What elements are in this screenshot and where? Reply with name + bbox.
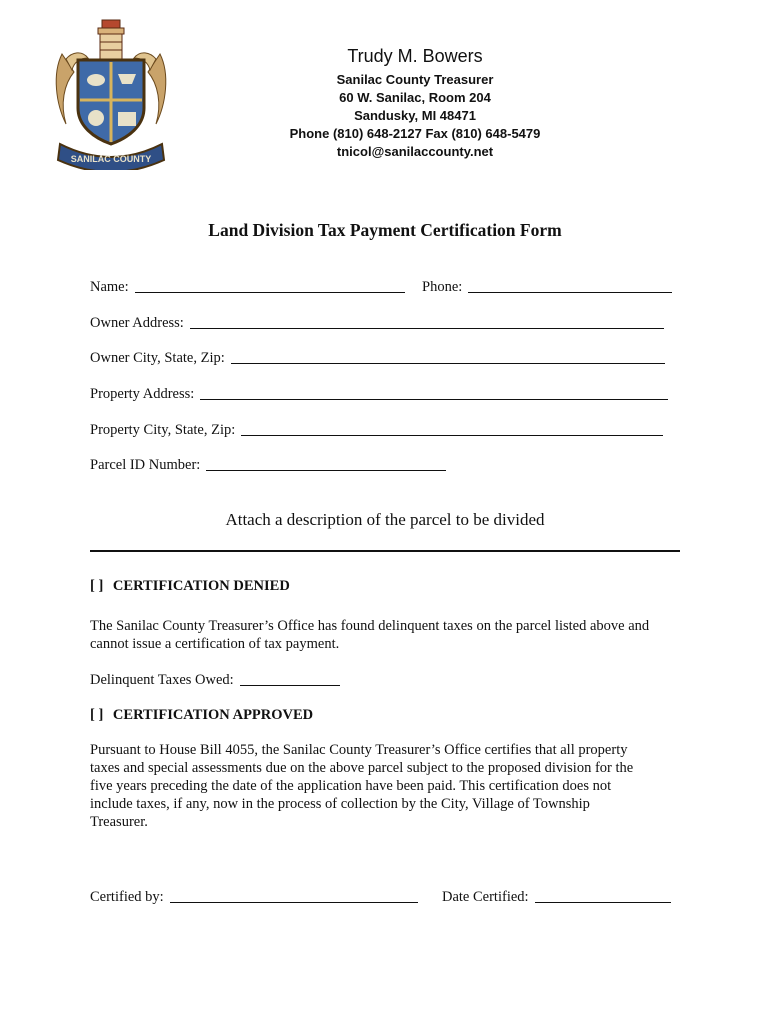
name-field <box>90 278 405 296</box>
property-city-field <box>90 421 663 439</box>
approved-line-1: Pursuant to House Bill 4055, the Sanilac County Treasurer’s Office certifies that all property <box>90 742 628 758</box>
owner-address-label: Owner Address: <box>90 315 184 331</box>
delinquent-taxes-label: Delinquent Taxes Owed: <box>90 672 234 688</box>
denied-heading-text: CERTIFICATION DENIED <box>112 578 290 594</box>
parcel-id-input-line[interactable] <box>206 456 446 471</box>
certified-by-input-line[interactable] <box>170 888 418 903</box>
denied-paragraph <box>90 617 690 653</box>
header-line-phone: Phone (810) 648-2127 Fax (810) 648-5479 <box>289 126 541 141</box>
header-line-city: Sandusky, MI 48471 <box>354 108 476 123</box>
denied-line-2: cannot issue a certification of tax payment. <box>90 636 340 652</box>
header-line-title: Sanilac County Treasurer <box>336 72 494 87</box>
property-address-label: Property Address: <box>90 386 195 402</box>
treasurer-name: Trudy M. Bowers <box>347 46 483 66</box>
property-address-field <box>90 385 668 403</box>
parcel-id-field <box>90 456 446 474</box>
name-input-line[interactable] <box>135 278 405 293</box>
property-city-label: Property City, State, Zip: <box>90 422 236 438</box>
property-city-input-line[interactable] <box>241 421 663 436</box>
property-address-input-line[interactable] <box>200 385 668 400</box>
owner-city-input-line[interactable] <box>231 349 665 364</box>
denied-heading <box>90 578 290 595</box>
attach-description-note: Attach a description of the parcel to be divided <box>225 510 545 529</box>
name-label: Name: <box>90 279 129 295</box>
owner-address-input-line[interactable] <box>190 314 664 329</box>
approved-line-4: include taxes, if any, now in the process of collection by the City, Village of Township <box>90 796 590 812</box>
approved-line-3: five years preceding the date of the application have been paid. This certification does not <box>90 778 612 794</box>
section-divider <box>90 550 680 552</box>
date-certified-input-line[interactable] <box>535 888 671 903</box>
county-seal-logo <box>52 14 170 170</box>
header-line-email: tnicol@sanilaccounty.net <box>336 144 494 159</box>
delinquent-taxes-input-line[interactable] <box>240 671 340 686</box>
certified-by-field <box>90 888 418 906</box>
approved-checkbox[interactable]: [ ] <box>90 707 104 723</box>
date-certified-label: Date Certified: <box>442 889 529 905</box>
phone-input-line[interactable] <box>468 278 672 293</box>
owner-address-field <box>90 314 664 332</box>
approved-line-5: Treasurer. <box>90 814 148 830</box>
phone-field <box>422 278 672 296</box>
seal-banner-text: SANILAC COUNTY <box>70 154 152 164</box>
treasurer-header <box>270 46 560 161</box>
denied-line-1: The Sanilac County Treasurer’s Office has found delinquent taxes on the parcel listed above and <box>90 618 650 634</box>
certified-by-label: Certified by: <box>90 889 164 905</box>
approved-heading-text: CERTIFICATION APPROVED <box>112 707 314 723</box>
phone-label: Phone: <box>422 279 463 295</box>
approved-heading <box>90 707 313 724</box>
parcel-id-label: Parcel ID Number: <box>90 457 201 473</box>
denied-checkbox[interactable]: [ ] <box>90 578 104 594</box>
header-line-street: 60 W. Sanilac, Room 204 <box>339 90 491 105</box>
date-certified-field <box>442 888 671 906</box>
approved-paragraph <box>90 741 690 831</box>
delinquent-taxes-field <box>90 671 340 689</box>
approved-line-2: taxes and special assessments due on the above parcel subject to the proposed division for the <box>90 760 634 776</box>
owner-city-label: Owner City, State, Zip: <box>90 350 225 366</box>
form-title: Land Division Tax Payment Certification Form <box>208 220 562 240</box>
owner-city-field <box>90 349 665 367</box>
